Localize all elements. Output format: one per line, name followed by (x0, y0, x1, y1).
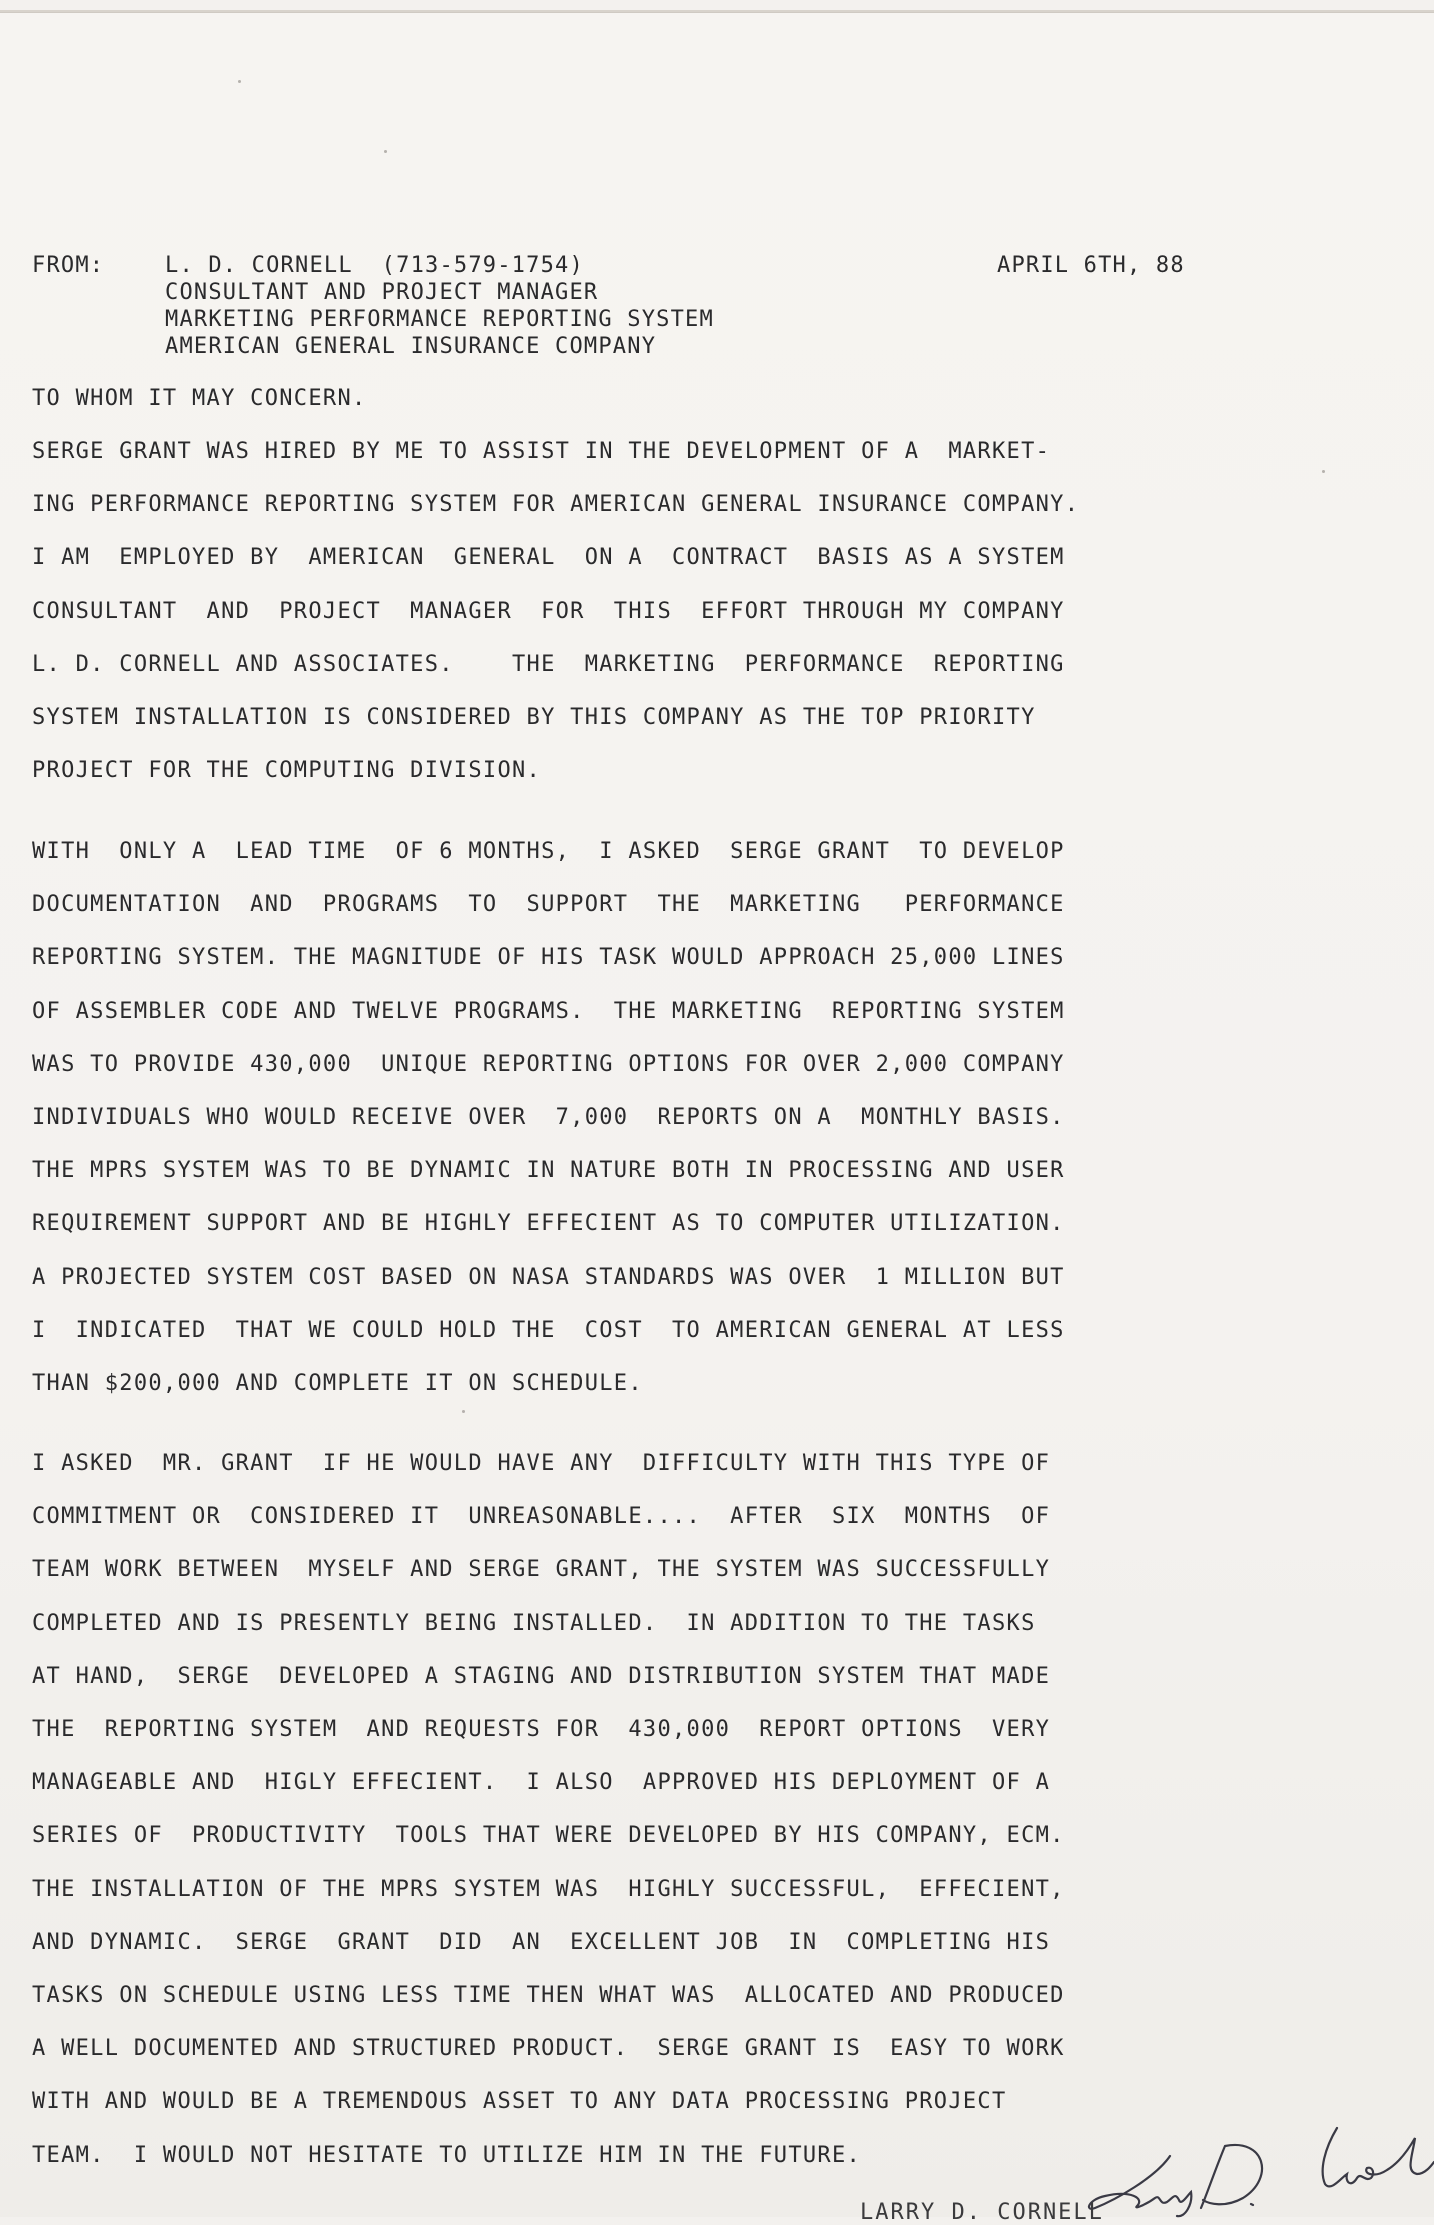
text-line: THE INSTALLATION OF THE MPRS SYSTEM WAS HIGHLY SUCCESSFUL, EFFECIENT, (32, 1876, 1065, 1902)
text-line: COMMITMENT OR CONSIDERED IT UNREASONABLE.... AFTER SIX MONTHS OF (32, 1504, 1051, 1530)
text-line: REPORTING SYSTEM. THE MAGNITUDE OF HIS TASK WOULD APPROACH 25,000 LINES (32, 945, 1065, 971)
text-line: MANAGEABLE AND HIGLY EFFECIENT. I ALSO APPROVED HIS DEPLOYMENT OF A (32, 1770, 1051, 1796)
paper-speck (384, 150, 387, 153)
text-line: DOCUMENTATION AND PROGRAMS TO SUPPORT THE MARKETING PERFORMANCE (32, 892, 1065, 918)
text-line: WAS TO PROVIDE 430,000 UNIQUE REPORTING OPTIONS FOR OVER 2,000 COMPANY (32, 1051, 1065, 1077)
text-line: THAN $200,000 AND COMPLETE IT ON SCHEDULE. (32, 1371, 643, 1396)
text-line: REQUIREMENT SUPPORT AND BE HIGHLY EFFECIENT AS TO COMPUTER UTILIZATION. (32, 1211, 1065, 1237)
text-line: AND DYNAMIC. SERGE GRANT DID AN EXCELLENT JOB IN COMPLETING HIS (32, 1929, 1051, 1955)
text-line: SERIES OF PRODUCTIVITY TOOLS THAT WERE DEVELOPED BY HIS COMPANY, ECM. (32, 1823, 1065, 1849)
paper-speck (238, 80, 241, 83)
salutation: TO WHOM IT MAY CONCERN. (32, 386, 367, 411)
text-line: CONSULTANT AND PROJECT MANAGER FOR THIS EFFORT THROUGH MY COMPANY (32, 598, 1065, 624)
from-label: FROM: (32, 253, 105, 278)
text-line: SERGE GRANT WAS HIRED BY ME TO ASSIST IN THE DEVELOPMENT OF A MARKET- (32, 439, 1051, 464)
text-line: I AM EMPLOYED BY AMERICAN GENERAL ON A CONTRACT BASIS AS A SYSTEM (32, 545, 1065, 571)
sender-company-line: AMERICAN GENERAL INSURANCE COMPANY (165, 334, 657, 359)
text-line: ING PERFORMANCE REPORTING SYSTEM FOR AMERICAN GENERAL INSURANCE COMPANY. (32, 492, 1080, 518)
paper-speck (462, 1410, 465, 1413)
text-line: A PROJECTED SYSTEM COST BASED ON NASA STANDARDS WAS OVER 1 MILLION BUT (32, 1264, 1065, 1290)
text-line: THE MPRS SYSTEM WAS TO BE DYNAMIC IN NATURE BOTH IN PROCESSING AND USER (32, 1158, 1065, 1184)
sender-system-line: MARKETING PERFORMANCE REPORTING SYSTEM (165, 307, 714, 332)
paper-speck (1322, 470, 1325, 473)
text-line: WITH AND WOULD BE A TREMENDOUS ASSET TO ANY DATA PROCESSING PROJECT (32, 2089, 1007, 2115)
text-line: INDIVIDUALS WHO WOULD RECEIVE OVER 7,000 REPORTS ON A MONTHLY BASIS. (32, 1105, 1065, 1130)
text-line: OF ASSEMBLER CODE AND TWELVE PROGRAMS. THE MARKETING REPORTING SYSTEM (32, 998, 1065, 1024)
text-line: TASKS ON SCHEDULE USING LESS TIME THEN WHAT WAS ALLOCATED AND PRODUCED (32, 1983, 1065, 2008)
text-line: L. D. CORNELL AND ASSOCIATES. THE MARKETING PERFORMANCE REPORTING (32, 651, 1065, 677)
text-line: PROJECT FOR THE COMPUTING DIVISION. (32, 758, 542, 784)
text-line: I ASKED MR. GRANT IF HE WOULD HAVE ANY DIFFICULTY WITH THIS TYPE OF (32, 1451, 1051, 1476)
typed-signature-name: LARRY D. CORNELL (860, 2200, 1104, 2225)
sender-title-line: CONSULTANT AND PROJECT MANAGER (165, 280, 599, 305)
text-line: WITH ONLY A LEAD TIME OF 6 MONTHS, I ASKED SERGE GRANT TO DEVELOP (32, 839, 1065, 864)
text-line: I INDICATED THAT WE COULD HOLD THE COST TO AMERICAN GENERAL AT LESS (32, 1317, 1065, 1343)
handwritten-signature (1075, 2108, 1434, 2218)
sender-name-line: L. D. CORNELL (713-579-1754) (165, 253, 584, 278)
text-line: AT HAND, SERGE DEVELOPED A STAGING AND DISTRIBUTION SYSTEM THAT MADE (32, 1663, 1051, 1689)
letter-date: APRIL 6TH, 88 (997, 253, 1185, 278)
text-line: THE REPORTING SYSTEM AND REQUESTS FOR 430,000 REPORT OPTIONS VERY (32, 1717, 1051, 1742)
text-line: TEAM WORK BETWEEN MYSELF AND SERGE GRANT, THE SYSTEM WAS SUCCESSFULLY (32, 1557, 1051, 1583)
text-line: A WELL DOCUMENTED AND STRUCTURED PRODUCT. SERGE GRANT IS EASY TO WORK (32, 2036, 1065, 2062)
text-line: COMPLETED AND IS PRESENTLY BEING INSTALLED. IN ADDITION TO THE TASKS (32, 1610, 1036, 1636)
text-line: TEAM. I WOULD NOT HESITATE TO UTILIZE HIM IN THE FUTURE. (32, 2142, 862, 2168)
text-line: SYSTEM INSTALLATION IS CONSIDERED BY THIS COMPANY AS THE TOP PRIORITY (32, 705, 1036, 730)
